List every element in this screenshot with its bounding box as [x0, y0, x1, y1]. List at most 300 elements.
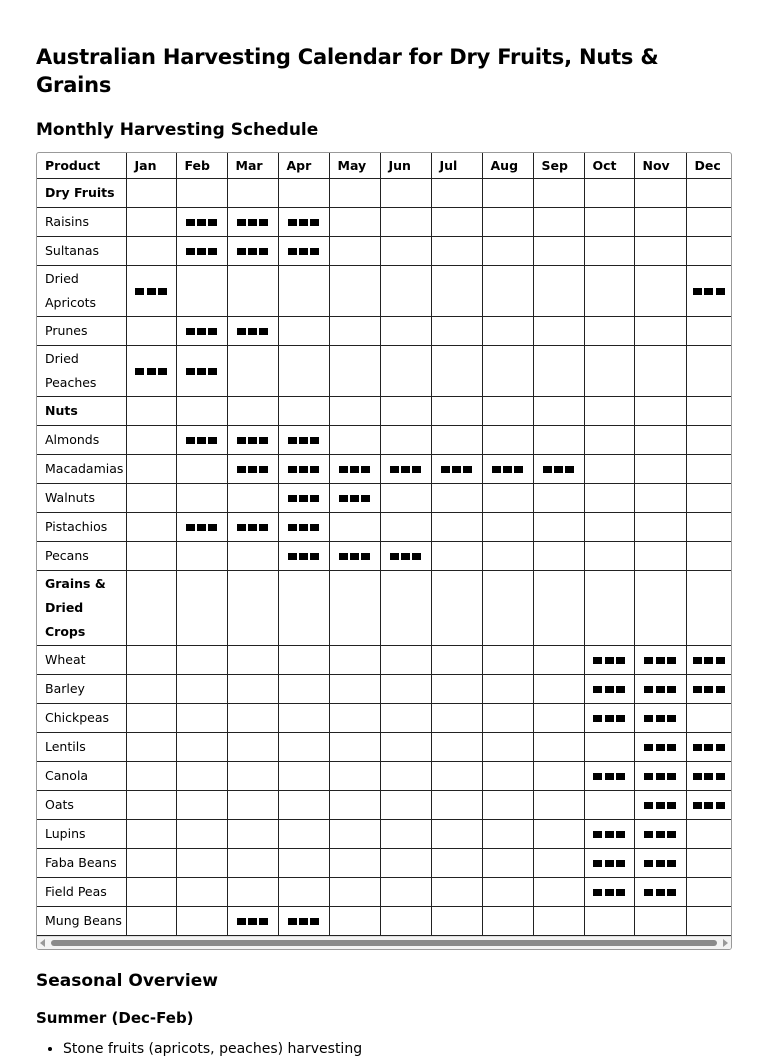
category-row: [37, 179, 731, 208]
table-row: [37, 426, 731, 455]
product-name: Mung Beans: [37, 907, 126, 936]
filled-square-icon: [248, 328, 257, 335]
month-cell: [482, 571, 533, 646]
harvest-marker-icon: [134, 288, 168, 295]
product-name: Lentils: [37, 733, 126, 762]
harvest-marker-icon: [235, 248, 269, 255]
month-cell: [431, 426, 482, 455]
month-cell: [227, 849, 278, 878]
filled-square-icon: [412, 553, 421, 560]
month-cell: [584, 907, 634, 936]
table-body: [37, 179, 731, 936]
filled-square-icon: [656, 802, 665, 809]
month-cell: [533, 878, 584, 907]
filled-square-icon: [248, 918, 257, 925]
month-cell: [278, 266, 329, 317]
month-cell: [482, 704, 533, 733]
month-cell: [176, 878, 227, 907]
month-cell: [126, 179, 176, 208]
month-cell: [686, 346, 731, 397]
harvest-marker-icon: [643, 860, 677, 867]
filled-square-icon: [667, 657, 676, 664]
month-cell: [634, 791, 686, 820]
month-cell: [482, 208, 533, 237]
month-cell: [584, 237, 634, 266]
month-cell: [533, 542, 584, 571]
month-cell: [227, 346, 278, 397]
filled-square-icon: [299, 524, 308, 531]
filled-square-icon: [186, 328, 195, 335]
filled-square-icon: [656, 889, 665, 896]
harvest-marker-icon: [286, 495, 320, 502]
month-cell: [634, 907, 686, 936]
table-row: [37, 704, 731, 733]
filled-square-icon: [237, 248, 246, 255]
filled-square-icon: [339, 553, 348, 560]
month-cell: [584, 426, 634, 455]
month-cell: [126, 237, 176, 266]
month-cell: [482, 455, 533, 484]
month-cell: [329, 179, 380, 208]
filled-square-icon: [593, 831, 602, 838]
month-cell: [278, 571, 329, 646]
month-cell: [686, 317, 731, 346]
filled-square-icon: [693, 686, 702, 693]
filled-square-icon: [208, 437, 217, 444]
filled-square-icon: [158, 288, 167, 295]
table-row: [37, 646, 731, 675]
month-cell: [126, 513, 176, 542]
harvest-marker-icon: [286, 524, 320, 531]
month-cell: [380, 455, 431, 484]
filled-square-icon: [208, 219, 217, 226]
filled-square-icon: [288, 437, 297, 444]
month-cell: [380, 237, 431, 266]
harvest-marker-icon: [286, 466, 320, 473]
month-cell: [634, 675, 686, 704]
filled-square-icon: [644, 773, 653, 780]
month-cell: [634, 346, 686, 397]
month-cell: [533, 907, 584, 936]
harvest-marker-icon: [235, 918, 269, 925]
month-cell: [686, 571, 731, 646]
scroll-right-arrow-icon[interactable]: [723, 939, 728, 947]
harvest-marker-icon: [490, 466, 524, 473]
table-row: [37, 237, 731, 266]
month-cell: [584, 513, 634, 542]
product-name: Dried Apricots: [37, 266, 126, 317]
month-cell: [584, 542, 634, 571]
table-row: [37, 542, 731, 571]
filled-square-icon: [616, 715, 625, 722]
harvest-marker-icon: [235, 219, 269, 226]
product-name: Walnuts: [37, 484, 126, 513]
filled-square-icon: [237, 524, 246, 531]
month-cell: [278, 397, 329, 426]
filled-square-icon: [412, 466, 421, 473]
month-cell: [686, 849, 731, 878]
month-cell: [431, 346, 482, 397]
month-cell: [482, 878, 533, 907]
scrollbar-thumb[interactable]: [51, 940, 717, 946]
filled-square-icon: [288, 495, 297, 502]
product-name: Pistachios: [37, 513, 126, 542]
filled-square-icon: [288, 524, 297, 531]
month-cell: [634, 571, 686, 646]
month-cell: [126, 733, 176, 762]
table-row: [37, 346, 731, 397]
filled-square-icon: [644, 802, 653, 809]
month-cell: [227, 542, 278, 571]
filled-square-icon: [704, 744, 713, 751]
filled-square-icon: [237, 328, 246, 335]
product-name: Faba Beans: [37, 849, 126, 878]
month-cell: [380, 266, 431, 317]
month-cell: [380, 704, 431, 733]
month-cell: [278, 704, 329, 733]
category-row: [37, 571, 731, 646]
month-cell: [126, 455, 176, 484]
filled-square-icon: [667, 889, 676, 896]
month-cell: [176, 317, 227, 346]
month-cell: [482, 513, 533, 542]
filled-square-icon: [299, 466, 308, 473]
month-cell: [533, 426, 584, 455]
month-cell: [126, 571, 176, 646]
month-cell: [634, 820, 686, 849]
month-cell: [227, 791, 278, 820]
filled-square-icon: [248, 524, 257, 531]
month-cell: [329, 646, 380, 675]
filled-square-icon: [310, 495, 319, 502]
product-name: Barley: [37, 675, 126, 704]
filled-square-icon: [644, 715, 653, 722]
filled-square-icon: [259, 437, 268, 444]
month-cell: [329, 733, 380, 762]
month-cell: [482, 791, 533, 820]
month-cell: [482, 849, 533, 878]
filled-square-icon: [656, 715, 665, 722]
month-cell: [126, 849, 176, 878]
harvest-table-container: [36, 152, 732, 950]
filled-square-icon: [310, 437, 319, 444]
month-cell: [380, 317, 431, 346]
month-cell: [329, 820, 380, 849]
month-cell: [431, 849, 482, 878]
month-cell: [634, 704, 686, 733]
month-cell: [584, 733, 634, 762]
month-cell: [686, 237, 731, 266]
month-cell: [227, 426, 278, 455]
month-cell: [329, 266, 380, 317]
filled-square-icon: [543, 466, 552, 473]
filled-square-icon: [197, 437, 206, 444]
category-name: Dry Fruits: [37, 179, 126, 208]
harvest-marker-icon: [184, 524, 218, 531]
filled-square-icon: [310, 918, 319, 925]
filled-square-icon: [401, 466, 410, 473]
month-cell: [634, 542, 686, 571]
table-row: [37, 762, 731, 791]
filled-square-icon: [716, 657, 725, 664]
filled-square-icon: [310, 466, 319, 473]
harvest-marker-icon: [692, 657, 726, 664]
filled-square-icon: [186, 368, 195, 375]
filled-square-icon: [339, 495, 348, 502]
table-row: [37, 675, 731, 704]
month-cell: [227, 646, 278, 675]
month-cell: [126, 426, 176, 455]
filled-square-icon: [463, 466, 472, 473]
harvest-marker-icon: [388, 466, 422, 473]
month-cell: [482, 542, 533, 571]
summer-list: [36, 1039, 732, 1059]
product-name: Dried Peaches: [37, 346, 126, 397]
category-name: Grains & Dried Crops: [37, 571, 126, 646]
filled-square-icon: [197, 524, 206, 531]
month-cell: [686, 266, 731, 317]
filled-square-icon: [197, 328, 206, 335]
month-cell: [482, 397, 533, 426]
month-cell: [176, 704, 227, 733]
table-row: [37, 820, 731, 849]
month-cell: [380, 208, 431, 237]
filled-square-icon: [616, 686, 625, 693]
month-cell: [278, 646, 329, 675]
harvest-marker-icon: [184, 248, 218, 255]
scroll-left-arrow-icon[interactable]: [40, 939, 45, 947]
harvest-marker-icon: [184, 368, 218, 375]
month-cell: [126, 484, 176, 513]
filled-square-icon: [310, 219, 319, 226]
harvest-marker-icon: [643, 831, 677, 838]
month-cell: [227, 907, 278, 936]
month-cell: [380, 762, 431, 791]
month-cell: [380, 791, 431, 820]
month-cell: [278, 675, 329, 704]
column-header-jul: Jul: [431, 153, 482, 179]
filled-square-icon: [616, 889, 625, 896]
month-cell: [329, 237, 380, 266]
month-cell: [227, 484, 278, 513]
month-cell: [584, 571, 634, 646]
month-cell: [584, 675, 634, 704]
filled-square-icon: [350, 466, 359, 473]
month-cell: [634, 646, 686, 675]
month-cell: [686, 791, 731, 820]
harvest-marker-icon: [235, 524, 269, 531]
column-header-oct: Oct: [584, 153, 634, 179]
product-name: Canola: [37, 762, 126, 791]
category-row: [37, 397, 731, 426]
filled-square-icon: [716, 773, 725, 780]
month-cell: [380, 646, 431, 675]
filled-square-icon: [667, 744, 676, 751]
month-cell: [686, 878, 731, 907]
month-cell: [584, 704, 634, 733]
month-cell: [380, 542, 431, 571]
product-name: Lupins: [37, 820, 126, 849]
horizontal-scrollbar[interactable]: [37, 936, 731, 949]
filled-square-icon: [237, 437, 246, 444]
month-cell: [329, 208, 380, 237]
column-header-dec: Dec: [686, 153, 731, 179]
month-cell: [227, 513, 278, 542]
filled-square-icon: [339, 466, 348, 473]
filled-square-icon: [667, 860, 676, 867]
month-cell: [126, 266, 176, 317]
month-cell: [380, 571, 431, 646]
harvest-marker-icon: [388, 553, 422, 560]
harvest-marker-icon: [184, 328, 218, 335]
month-cell: [278, 791, 329, 820]
filled-square-icon: [704, 802, 713, 809]
filled-square-icon: [693, 773, 702, 780]
harvest-marker-icon: [643, 802, 677, 809]
column-header-product: Product: [37, 153, 126, 179]
month-cell: [533, 820, 584, 849]
harvest-marker-icon: [692, 686, 726, 693]
month-cell: [278, 849, 329, 878]
harvest-calendar-table: [37, 153, 731, 936]
month-cell: [686, 397, 731, 426]
month-cell: [533, 455, 584, 484]
filled-square-icon: [147, 368, 156, 375]
filled-square-icon: [593, 860, 602, 867]
month-cell: [329, 571, 380, 646]
harvest-marker-icon: [592, 860, 626, 867]
month-cell: [278, 762, 329, 791]
filled-square-icon: [288, 553, 297, 560]
filled-square-icon: [593, 773, 602, 780]
month-cell: [431, 646, 482, 675]
month-cell: [278, 733, 329, 762]
column-header-aug: Aug: [482, 153, 533, 179]
month-cell: [329, 455, 380, 484]
filled-square-icon: [616, 657, 625, 664]
filled-square-icon: [605, 715, 614, 722]
harvest-marker-icon: [643, 715, 677, 722]
month-cell: [431, 907, 482, 936]
month-cell: [176, 484, 227, 513]
month-cell: [329, 346, 380, 397]
month-cell: [533, 317, 584, 346]
month-cell: [176, 426, 227, 455]
month-cell: [482, 762, 533, 791]
month-cell: [329, 878, 380, 907]
filled-square-icon: [390, 466, 399, 473]
month-cell: [686, 513, 731, 542]
filled-square-icon: [693, 288, 702, 295]
filled-square-icon: [350, 553, 359, 560]
month-cell: [176, 513, 227, 542]
filled-square-icon: [644, 831, 653, 838]
month-cell: [126, 907, 176, 936]
month-cell: [227, 675, 278, 704]
table-row: [37, 791, 731, 820]
month-cell: [176, 455, 227, 484]
filled-square-icon: [704, 773, 713, 780]
month-cell: [584, 179, 634, 208]
seasonal-overview-heading: Seasonal Overview: [36, 971, 218, 991]
month-cell: [176, 820, 227, 849]
filled-square-icon: [259, 219, 268, 226]
month-cell: [431, 179, 482, 208]
harvest-marker-icon: [692, 773, 726, 780]
harvest-marker-icon: [286, 219, 320, 226]
month-cell: [686, 762, 731, 791]
table-row: [37, 266, 731, 317]
filled-square-icon: [299, 248, 308, 255]
month-cell: [176, 397, 227, 426]
filled-square-icon: [208, 524, 217, 531]
harvest-marker-icon: [286, 918, 320, 925]
month-cell: [176, 646, 227, 675]
month-cell: [176, 849, 227, 878]
table-row: [37, 733, 731, 762]
filled-square-icon: [197, 219, 206, 226]
filled-square-icon: [605, 657, 614, 664]
filled-square-icon: [390, 553, 399, 560]
month-cell: [126, 791, 176, 820]
month-cell: [329, 317, 380, 346]
harvest-marker-icon: [184, 437, 218, 444]
filled-square-icon: [716, 744, 725, 751]
month-cell: [634, 237, 686, 266]
filled-square-icon: [288, 466, 297, 473]
filled-square-icon: [667, 773, 676, 780]
filled-square-icon: [667, 686, 676, 693]
month-cell: [227, 704, 278, 733]
filled-square-icon: [554, 466, 563, 473]
month-cell: [634, 878, 686, 907]
month-cell: [634, 208, 686, 237]
month-cell: [176, 542, 227, 571]
filled-square-icon: [605, 860, 614, 867]
category-name: Nuts: [37, 397, 126, 426]
column-header-apr: Apr: [278, 153, 329, 179]
harvest-marker-icon: [235, 328, 269, 335]
month-cell: [176, 762, 227, 791]
month-cell: [482, 646, 533, 675]
filled-square-icon: [299, 918, 308, 925]
filled-square-icon: [361, 495, 370, 502]
month-cell: [431, 571, 482, 646]
month-cell: [227, 455, 278, 484]
harvest-marker-icon: [592, 657, 626, 664]
product-name: Prunes: [37, 317, 126, 346]
month-cell: [431, 266, 482, 317]
filled-square-icon: [186, 219, 195, 226]
month-cell: [431, 208, 482, 237]
month-cell: [227, 317, 278, 346]
filled-square-icon: [605, 889, 614, 896]
month-cell: [431, 542, 482, 571]
month-cell: [533, 704, 584, 733]
filled-square-icon: [693, 657, 702, 664]
filled-square-icon: [288, 219, 297, 226]
filled-square-icon: [656, 657, 665, 664]
month-cell: [686, 907, 731, 936]
filled-square-icon: [656, 860, 665, 867]
month-cell: [584, 346, 634, 397]
month-cell: [329, 397, 380, 426]
harvest-marker-icon: [692, 288, 726, 295]
table-row: [37, 907, 731, 936]
filled-square-icon: [259, 248, 268, 255]
month-cell: [380, 878, 431, 907]
filled-square-icon: [656, 686, 665, 693]
